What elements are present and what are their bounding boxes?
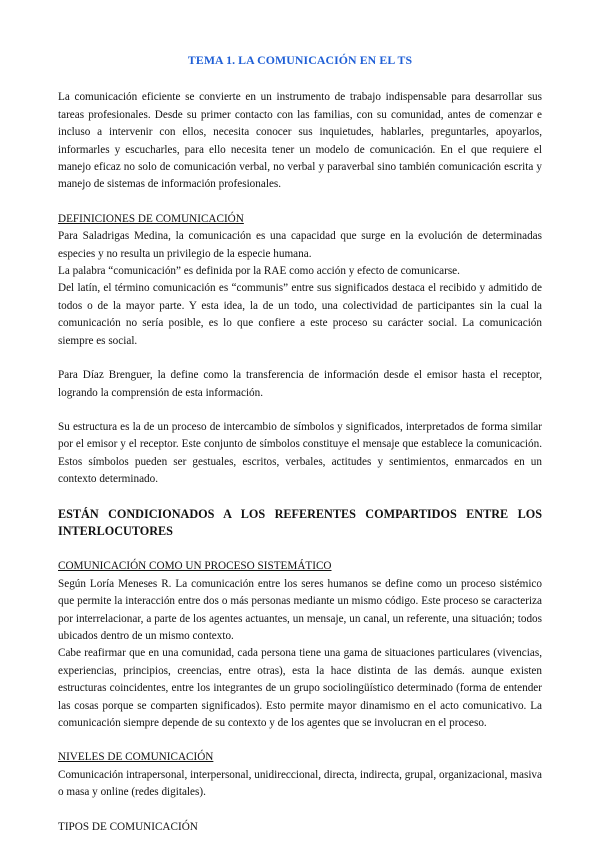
section-tipos	[58, 819, 542, 836]
intro-paragraph: La comunicación eficiente se convierte en un instrumento de trabajo indispensable para desarrollar sus tareas profesionales. Desde su primer contacto con las familias, con su comunidad, antes de comenzar e incluso a intervenir con ellos, necesita conocer sus inquietudes, hablarles, preguntarles, apoyarlos, informarles y escucharles, para ello necesita tener un modelo de comunicación. En el que requiere el manejo eficaz no solo de comunicación verbal, no verbal y paraverbal sino también comunicación escrita y manejo de sistemas de información profesionales.	[58, 91, 542, 191]
section-heading-proceso: COMUNICACIÓN COMO UN PROCESO SISTEMÁTICO	[58, 560, 332, 573]
paragraph: Para Saladrigas Medina, la comunicación es una capacidad que surge en la evolución de determinadas especies y no resulta un privilegio de la especie humana.	[58, 230, 542, 260]
paragraph: Su estructura es la de un proceso de intercambio de símbolos y significados, interpretados de forma similar por el emisor y el receptor. Este conjunto de símbolos constituye el mensaje que establece la comunicación. Estos símbolos pueden ser gestuales, escritos, verbales, actitudes y sentimientos, enmarcados en un contexto determinado.	[58, 420, 542, 486]
paragraph: Según Loría Meneses R. La comunicación entre los seres humanos se define como un proceso sistémico que permite la interacción entre dos o más personas mediante un mismo código. Este proceso se caracteriza por interrelacionar, a parte de los agentes actuantes, un mensaje, un canal, un referente, una situación; todos ubicados dentro de un mismo contexto.	[58, 577, 542, 642]
paragraph: Cabe reafirmar que en una comunidad, cada persona tiene una gama de situaciones particulares (vivencias, experiencias, principios, creencias, entre otras), esta la hace distinta de las demás. aunque existen estructuras coincidentes, entre los integrantes de un grupo sociolingüístico determinado (forma de entender las cosas porque se comparten significados). Esto permite mayor dinamismo en el acto comunicativo. La comunicación siempre depende de su contexto y de los agentes que se involucran en el proceso.	[58, 647, 542, 729]
paragraph: Comunicación intrapersonal, interpersonal, unidireccional, directa, indirecta, grupal, organizacional, masiva o masa y online (redes digitales).	[58, 768, 542, 799]
section-niveles	[58, 749, 542, 801]
section-heading-definiciones: DEFINICIONES DE COMUNICACIÓN	[58, 212, 244, 225]
section-proceso	[58, 558, 542, 732]
page-title: TEMA 1. LA COMUNICACIÓN EN EL TS	[187, 53, 413, 67]
paragraph: Para Díaz Brenguer, la define como la transferencia de información desde el emisor hasta el receptor, logrando la comprensión de esta información.	[58, 369, 542, 399]
section-definiciones	[58, 211, 542, 489]
bold-statement: ESTÁN CONDICIONADOS A LOS REFERENTES COMPARTIDOS ENTRE LOS INTERLOCUTORES	[58, 506, 542, 538]
paragraph: La palabra “comunicación” es definida por la RAE como acción y efecto de comunicarse.	[58, 265, 460, 278]
section-heading-tipos: TIPOS DE COMUNICACIÓN	[58, 820, 198, 833]
section-heading-niveles: NIVELES DE COMUNICACIÓN	[58, 751, 214, 764]
paragraph: Del latín, el término comunicación es “communis” entre sus significados destaca el recibido y admitido de todos o de la mayor parte. Y esta idea, la de un todo, una colectividad de participantes sin la cual la comunicación no sería posible, es lo que confiere a este proceso su carácter social. La comunicación siempre es social.	[58, 282, 542, 347]
